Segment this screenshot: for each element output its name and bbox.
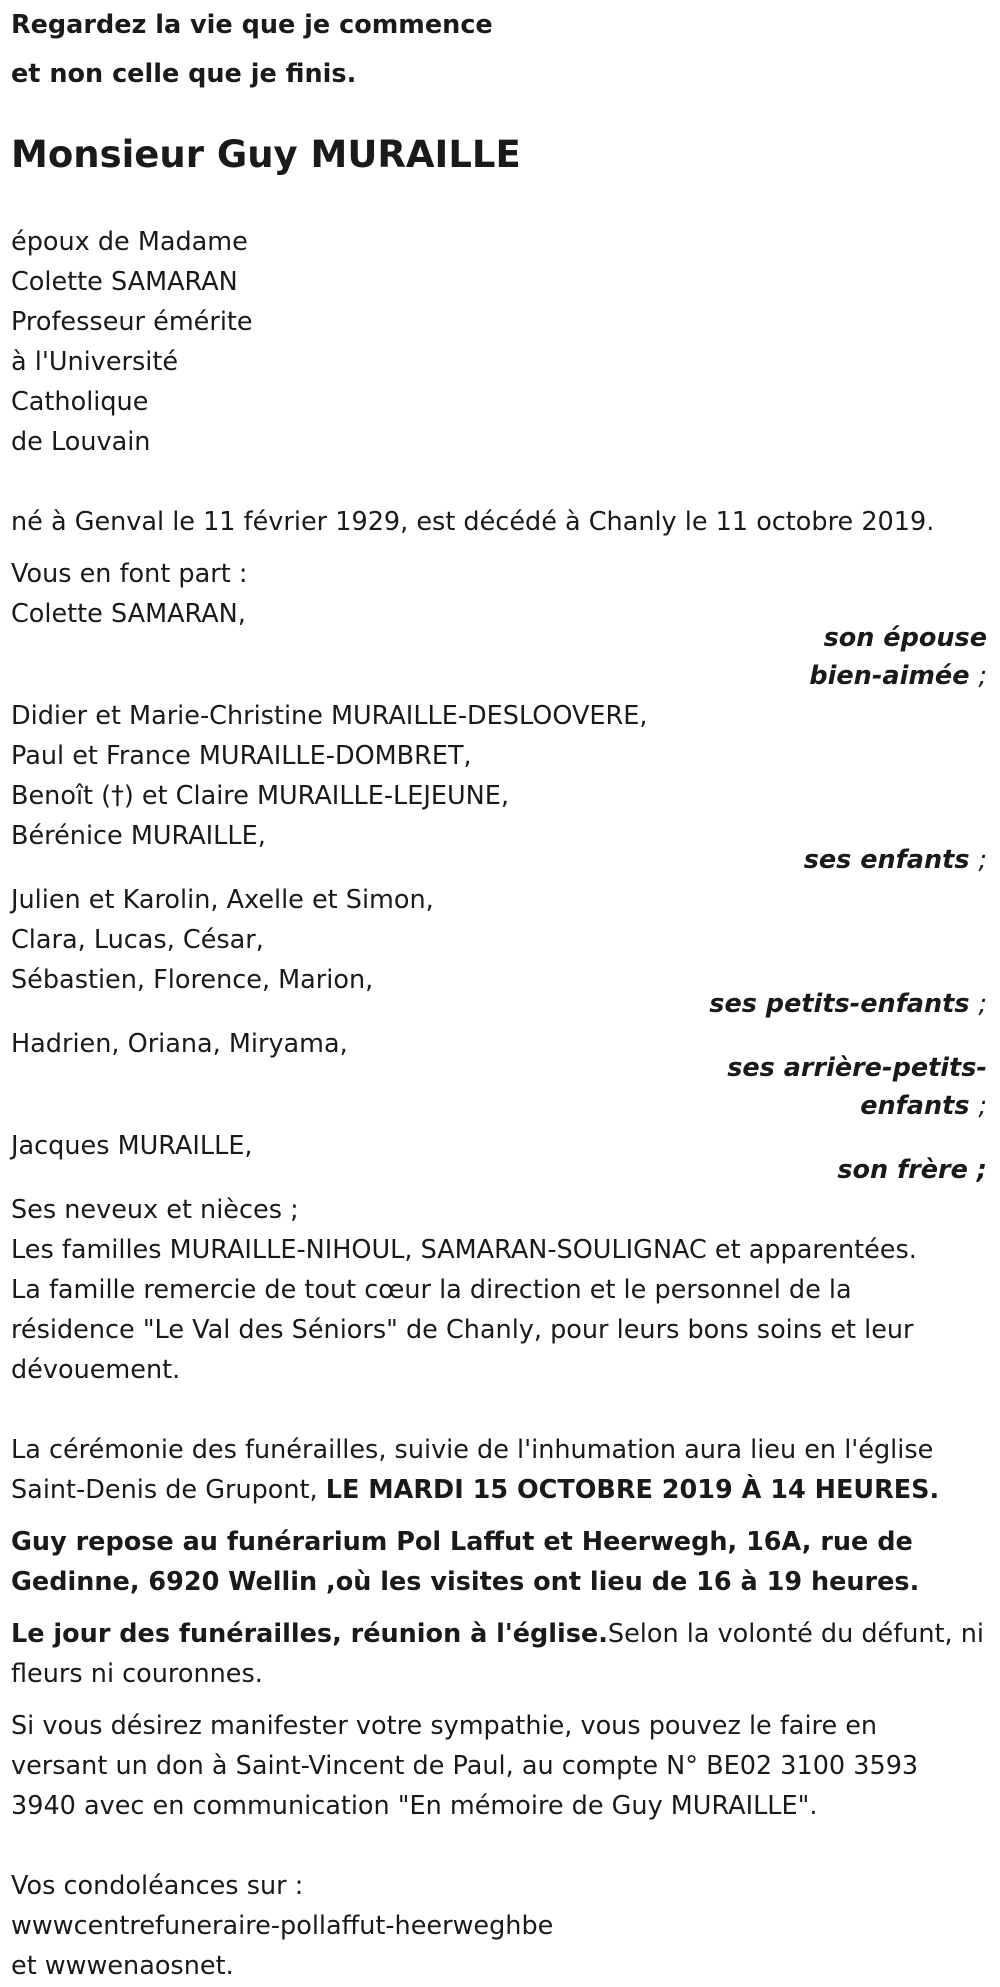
brother-name: Jacques MURAILLE, <box>11 1131 253 1161</box>
children-label: ses enfants ; <box>803 845 987 875</box>
spouse-label-1: son épouse <box>823 623 987 653</box>
birth-death-line: né à Genval le 11 février 1929, est décédé à Chanly le 11 octobre 2019. <box>11 507 935 537</box>
spouse-name: Colette SAMARAN, <box>11 599 246 629</box>
great-grandchildren-label-2: enfants ; <box>860 1091 987 1121</box>
ceremony-line-1: La cérémonie des funérailles, suivie de l'inhumation aura lieu en l'église <box>11 1435 934 1465</box>
spouse-label-2: bien-aimée ; <box>809 661 987 691</box>
sympathy-line-2: versant un don à Saint-Vincent de Paul, au compte N° BE02 3100 3593 <box>11 1751 919 1781</box>
child-1: Didier et Marie-Christine MURAILLE-DESLOOVERE, <box>11 701 648 731</box>
family-line-4: résidence "Le Val des Séniors" de Chanly, pour leurs bons soins et leur <box>11 1315 914 1345</box>
brother-label: son frère ; <box>837 1155 987 1185</box>
epigraph-line-1: Regardez la vie que je commence <box>11 10 493 40</box>
grandchildren-label: ses petits-enfants ; <box>709 989 987 1019</box>
great-grandchildren: Hadrien, Oriana, Miryama, <box>11 1029 348 1059</box>
child-3: Benoît (†) et Claire MURAILLE-LEJEUNE, <box>11 781 509 811</box>
announce-line: Vous en font part : <box>11 559 248 589</box>
sympathy-line-3: 3940 avec en communication "En mémoire de Guy MURAILLE". <box>11 1791 818 1821</box>
day-of-line-2: fleurs ni couronnes. <box>11 1659 263 1689</box>
grandchild-3: Sébastien, Florence, Marion, <box>11 965 374 995</box>
ceremony-line-2: Saint-Denis de Grupont, LE MARDI 15 OCTOBRE 2019 À 14 HEURES. <box>11 1475 940 1505</box>
ceremony-date: LE MARDI 15 OCTOBRE 2019 À 14 HEURES. <box>325 1475 940 1505</box>
condolences-link-2[interactable]: et wwwenaosnet. <box>11 1951 234 1981</box>
condolences-line-1: Vos condoléances sur : <box>11 1871 304 1901</box>
sympathy-line-1: Si vous désirez manifester votre sympathie, vous pouvez le faire en <box>11 1711 878 1741</box>
intro-line-5: Catholique <box>11 387 149 417</box>
child-4: Bérénice MURAILLE, <box>11 821 266 851</box>
intro-line-6: de Louvain <box>11 427 151 457</box>
intro-line-2: Colette SAMARAN <box>11 267 238 297</box>
family-line-2: Les familles MURAILLE-NIHOUL, SAMARAN-SOULIGNAC et apparentées. <box>11 1235 917 1265</box>
intro-line-3: Professeur émérite <box>11 307 253 337</box>
intro-line-1: époux de Madame <box>11 227 248 257</box>
intro-line-4: à l'Université <box>11 347 179 377</box>
condolences-link-1[interactable]: wwwcentrefuneraire-pollaffut-heerweghbe <box>11 1911 554 1941</box>
family-line-3: La famille remercie de tout cœur la direction et le personnel de la <box>11 1275 852 1305</box>
epigraph-line-2: et non celle que je finis. <box>11 59 357 89</box>
day-of-gathering: Le jour des funérailles, réunion à l'église. <box>11 1619 608 1649</box>
family-line-1: Ses neveux et nièces ; <box>11 1195 299 1225</box>
grandchild-1: Julien et Karolin, Axelle et Simon, <box>11 885 434 915</box>
deceased-name: Monsieur Guy MURAILLE <box>11 133 521 176</box>
family-line-5: dévouement. <box>11 1355 181 1385</box>
day-of-line-1: Le jour des funérailles, réunion à l'église.Selon la volonté du défunt, ni <box>11 1619 984 1649</box>
great-grandchildren-label-1: ses arrière-petits- <box>727 1053 987 1083</box>
child-2: Paul et France MURAILLE-DOMBRET, <box>11 741 472 771</box>
repose-line-2: Gedinne, 6920 Wellin ,où les visites ont lieu de 16 à 19 heures. <box>11 1567 920 1597</box>
grandchild-2: Clara, Lucas, César, <box>11 925 264 955</box>
repose-line-1: Guy repose au funérarium Pol Laffut et Heerwegh, 16A, rue de <box>11 1527 913 1557</box>
